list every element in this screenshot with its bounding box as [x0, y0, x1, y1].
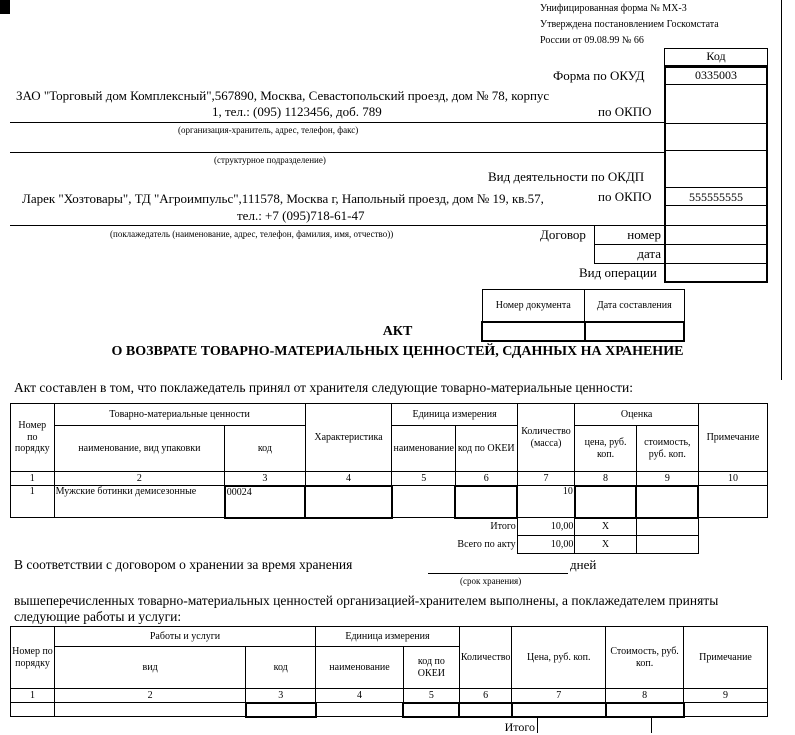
okud-value: 0335003 [695, 68, 737, 82]
depositor-line1: Ларек "Хозтовары", ТД "Агроимпульс",111578, Москва г, Напольный проезд, дом № 19, кв.57, [22, 191, 544, 206]
okpo2-label: по ОКПО [598, 189, 652, 204]
t2-colnum: 6 [459, 689, 512, 703]
t1-colnum: 4 [305, 472, 392, 486]
t2-colnum: 2 [54, 689, 245, 703]
t2-h-unit: Единица измерения [316, 627, 460, 647]
t2-row-qty[interactable] [459, 703, 512, 717]
keeper-line2: 1, тел.: (095) 1123456, доб. 789 [212, 104, 382, 119]
t1-itogo-label: Итого [490, 521, 516, 533]
contract-label: Договор [540, 227, 586, 242]
t1-colnum: 1 [11, 472, 55, 486]
storage-term-line[interactable] [428, 573, 568, 574]
t1-row-code[interactable]: 00024 [225, 486, 305, 518]
table-row [11, 486, 768, 518]
t2-colnum: 7 [512, 689, 606, 703]
t2-h-note: Примечание [684, 627, 768, 689]
t1-row-price[interactable] [575, 486, 636, 518]
t1-h-num: Номер по порядку [11, 404, 55, 472]
t2-h-okei: код по ОКЕИ [403, 647, 459, 689]
t1-h-unit: Единица измерения [392, 404, 517, 426]
okpo1-label: по ОКПО [598, 104, 652, 119]
t2-h-num: Номер по порядку [11, 627, 55, 689]
okud-label: Форма по ОКУД [553, 68, 645, 83]
t1-vsego-label: Всего по акту [457, 538, 516, 550]
t2-itogo-label: Итого [504, 720, 535, 734]
t2-row-kind[interactable] [54, 703, 245, 717]
t2-colnum: 8 [606, 689, 684, 703]
doc-date-header: Дата составления [585, 290, 684, 322]
t1-colnum: 6 [455, 472, 517, 486]
division-caption: (структурное подразделение) [214, 155, 326, 165]
t2-h-price: Цена, руб. коп. [512, 627, 606, 689]
t2-h-code: код [246, 647, 316, 689]
t2-row-cost[interactable] [606, 703, 684, 717]
goods-table [10, 403, 768, 554]
intro-text: Акт составлен в том, что поклажедатель принял от хранителя следующие товарно-материальные ценности: [14, 380, 633, 395]
t1-row-name[interactable]: Мужские ботинки демисезонные [54, 486, 225, 518]
okdp-label: Вид деятельности по ОКДП [488, 169, 645, 184]
okpo2-value: 555555555 [689, 190, 743, 204]
operation-label: Вид операции [579, 265, 657, 280]
t1-colnum: 5 [392, 472, 455, 486]
doc-number-header: Номер документа [482, 290, 585, 322]
form-info-line1: Унифицированная форма № МХ-3 [540, 3, 687, 14]
storage-line3: следующие работы и услуги: [14, 609, 182, 624]
codes-header: Код [706, 49, 726, 63]
t2-row-unit[interactable] [316, 703, 404, 717]
services-table [10, 626, 768, 718]
right-edge-line [781, 0, 782, 380]
t1-h-goods: Товарно-материальные ценности [54, 404, 305, 426]
contract-date-label: дата [637, 246, 661, 261]
t2-colnum: 5 [403, 689, 459, 703]
t1-itogo-x: X [575, 518, 636, 536]
t1-h-code: код [225, 426, 305, 472]
t1-h-cost: стоимость, руб. коп. [636, 426, 698, 472]
t2-row-price[interactable] [512, 703, 606, 717]
t2-h-works: Работы и услуги [54, 627, 315, 647]
t1-h-name: наименование, вид упаковки [54, 426, 225, 472]
storage-days: дней [570, 557, 597, 572]
depositor-caption: (поклажедатель (наименование, адрес, телефон, фамилия, имя, отчество)) [110, 229, 394, 239]
keeper-line1: ЗАО "Торговый дом Комплексный",567890, Москва, Севастопольский проезд, дом № 78, корпус [16, 88, 550, 103]
form-info-line2: Утверждена постановлением Госкомстата [540, 19, 719, 30]
t1-colnum: 8 [575, 472, 636, 486]
t2-colnum: 9 [684, 689, 768, 703]
t1-h-qty: Количество (масса) [517, 404, 575, 472]
t2-row-code[interactable] [246, 703, 316, 717]
storage-text: В соответствии с договором о хранении за время хранения [14, 557, 353, 572]
t1-h-unit-name: наименование [392, 426, 455, 472]
t1-vsego-x: X [575, 536, 636, 554]
t2-h-cost: Стоимость, руб. коп. [606, 627, 684, 689]
t1-row-num: 1 [11, 486, 55, 518]
t1-row-cost[interactable] [636, 486, 698, 518]
storage-line2: вышеперечисленных товарно-материальных ценностей организацией-хранителем выполнены, а поклажедателем приняты [14, 593, 719, 608]
t2-row-okei[interactable] [403, 703, 459, 717]
corner-square-icon [0, 0, 10, 14]
t1-colnum: 3 [225, 472, 305, 486]
t1-h-eval: Оценка [575, 404, 699, 426]
codes-column [664, 66, 768, 283]
t1-row-note[interactable] [698, 486, 767, 518]
form-info-line3: России от 09.08.99 № 66 [540, 35, 644, 46]
t1-colnum: 2 [54, 472, 225, 486]
t2-h-kind: вид [54, 647, 245, 689]
t2-h-qty: Количество [459, 627, 512, 689]
t2-colnum: 1 [11, 689, 55, 703]
keeper-caption: (организация-хранитель, адрес, телефон, факс) [178, 125, 359, 135]
t1-row-qty[interactable]: 10 [517, 486, 575, 518]
t1-h-price: цена, руб. коп. [575, 426, 636, 472]
t1-colnum: 9 [636, 472, 698, 486]
t1-row-char[interactable] [305, 486, 392, 518]
t2-row-num[interactable] [11, 703, 55, 717]
t2-row-note[interactable] [684, 703, 768, 717]
t1-h-note: Примечание [698, 404, 767, 472]
t1-colnum: 7 [517, 472, 575, 486]
depositor-line2: тел.: +7 (095)718-61-47 [237, 208, 365, 223]
table-row [11, 703, 768, 717]
t2-colnum: 4 [316, 689, 404, 703]
t1-itogo-qty: 10,00 [517, 518, 575, 536]
storage-caption: (срок хранения) [460, 576, 522, 586]
t1-h-char: Характеристика [305, 404, 392, 472]
t1-h-okei: код по ОКЕИ [455, 426, 517, 472]
contract-number-label: номер [627, 227, 661, 242]
t1-row-okei[interactable] [455, 486, 517, 518]
act-title: АКТ [382, 324, 413, 339]
t2-colnum: 3 [246, 689, 316, 703]
t2-h-unit-name: наименование [316, 647, 404, 689]
t1-row-unit[interactable] [392, 486, 455, 518]
act-subtitle: О ВОЗВРАТЕ ТОВАРНО-МАТЕРИАЛЬНЫХ ЦЕННОСТЕЙ, СДАННЫХ НА ХРАНЕНИЕ [111, 344, 684, 359]
t1-colnum: 10 [698, 472, 767, 486]
t1-vsego-qty: 10,00 [517, 536, 575, 554]
